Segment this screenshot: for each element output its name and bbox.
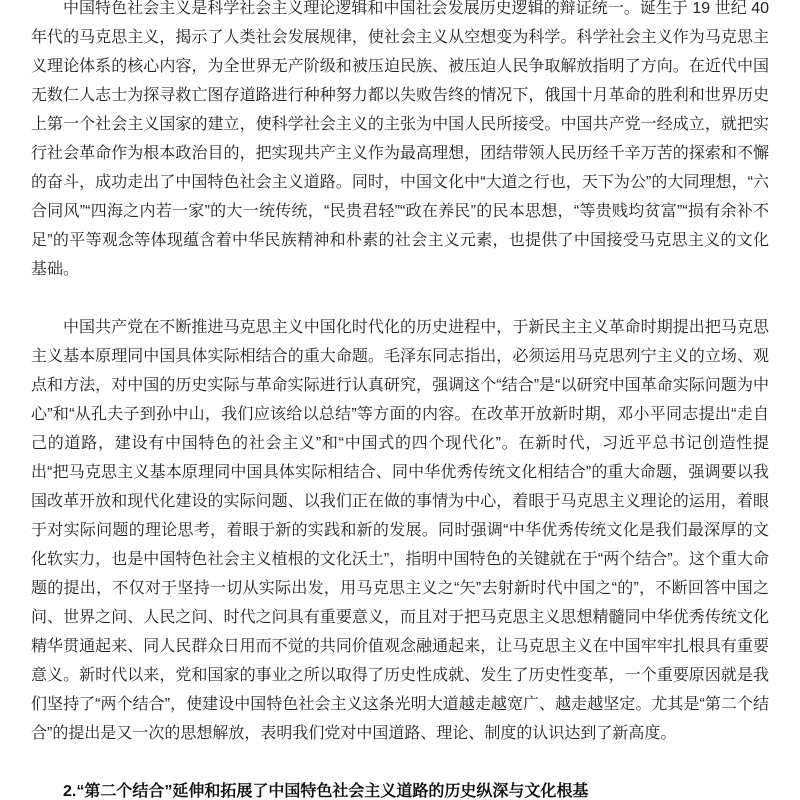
paragraph-1: 中国特色社会主义是科学社会主义理论逻辑和中国社会发展历史逻辑的辩证统一。诞生于 19 世纪 40 年代的马克思主义，揭示了人类社会发展规律，使社会主义从空想变为科学。科学社会主义作为马克思主义理论体系的核心内容，为全世界无产阶级和被压迫民族、被压迫人民争取解放指明了方向。在近代中国无数仁人志士为探寻救亡图存道路进行种种努力都以失败告终的情况下，俄国十月革命的胜利和世界历史上第一个社会主义国家的建立，使科学社会主义的主张为中国人民所接受。中国共产党一经成立，就把实行社会革命作为根本政治目的，把实现共产主义作为最高理想，团结带领人民历经千辛万苦的探索和不懈的奋斗，成功走出了中国特色社会主义道路。同时，中国文化中“大道之行也，天下为公”的大同理想，“六合同风”“四海之内若一家”的大一统传统，“民贵君轻”“政在养民”的民本思想，“等贵贱均贫富”“损有余补不足”的平等观念等体现蕴含着中华民族精神和朴素的社会主义元素，也提供了中国接受马克思主义的文化基础。 [31,0,769,278]
paragraph-2: 中国共产党在不断推进马克思主义中国化时代化的历史进程中，于新民主主义革命时期提出把马克思主义基本原理同中国具体实际相结合的重大命题。毛泽东同志指出，必须运用马克思列宁主义的立场、观点和方法，对中国的历史实际与革命实际进行认真研究，强调这个“结合”是“以研究中国革命实际问题为中心”和“从孔夫子到孙中山，我们应该给以总结”等方面的内容。在改革开放新时期，邓小平同志提出“走自己的道路，建设有中国特色的社会主义”和“中国式的四个现代化”。在新时代，习近平总书记创造性提出“把马克思主义基本原理同中国具体实际相结合、同中华优秀传统文化相结合”的重大命题，强调要以我国改革开放和现代化建设的实际问题、以我们正在做的事情为中心，着眼于马克思主义理论的运用，着眼于对实际问题的理论思考，着眼于新的实践和新的发展。同时强调“中华优秀传统文化是我们最深厚的文化软实力，也是中国特色社会主义植根的文化沃土”，指明中国特色的关键就在于“两个结合”。这个重大命题的提出，不仅对于坚持一切从实际出发，用马克思主义之“矢”去射新时代中国之“的”，不断回答中国之问、世界之问、人民之问、时代之问具有重要意义，而且对于把马克思主义思想精髓同中华优秀传统文化精华贯通起来、同人民群众日用而不觉的共同价值观念融通起来，让马克思主义在中国牢牢扎根具有重要意义。新时代以来，党和国家的事业之所以取得了历史性成就、发生了历史性变革，一个重要原因就是我们坚持了“两个结合”，使建设中国特色社会主义这条光明大道越走越宽广、越走越坚定。尤其是“第二个结合”的提出是又一次的思想解放，表明我们党对中国道路、理论、制度的认识达到了新高度。 [31,319,769,742]
section-heading: 2.“第二个结合”延伸和拓展了中国特色社会主义道路的历史纵深与文化根基 [63,783,589,800]
